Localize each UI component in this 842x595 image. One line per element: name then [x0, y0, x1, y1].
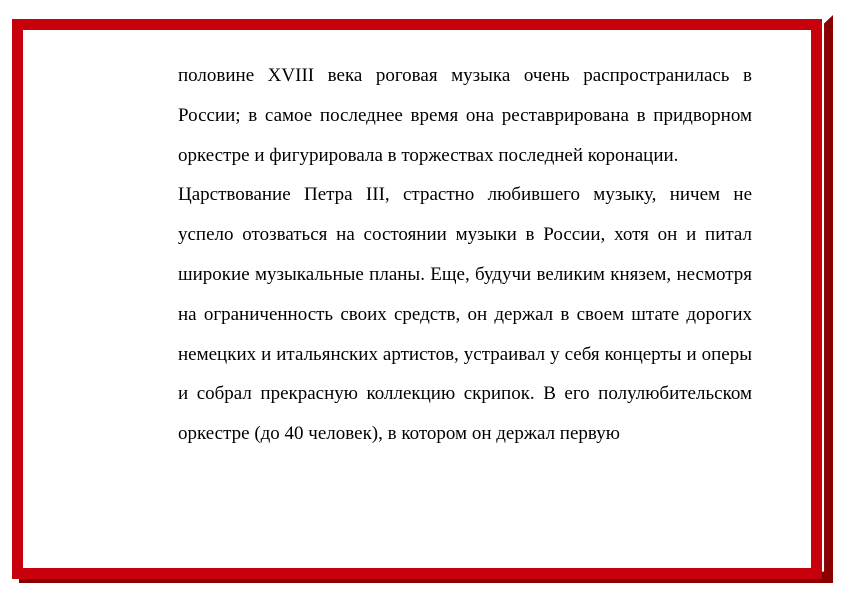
- paragraph-2: Царствование Петра III, страстно любившего музыку, ничем не успело отозваться на состоянии музыки в России, хотя он и питал широкие музыкальные планы. Еще, будучи великим князем, несмотря на ограниченность своих средств, он держал в своем штате дорогих немецких и итальянских артистов, устраивал у себя концерты и оперы и собрал прекрасную коллекцию скрипок. В его полулюбительском оркестре (до 40 человек), в котором он держал первую: [178, 184, 752, 445]
- text-body: [178, 56, 752, 454]
- paragraph-1: половине XVIII века роговая музыка очень распространилась в России; в самое последнее время она реставрирована в придворном оркестре и фигурировала в торжествах последней коронации.: [178, 65, 752, 166]
